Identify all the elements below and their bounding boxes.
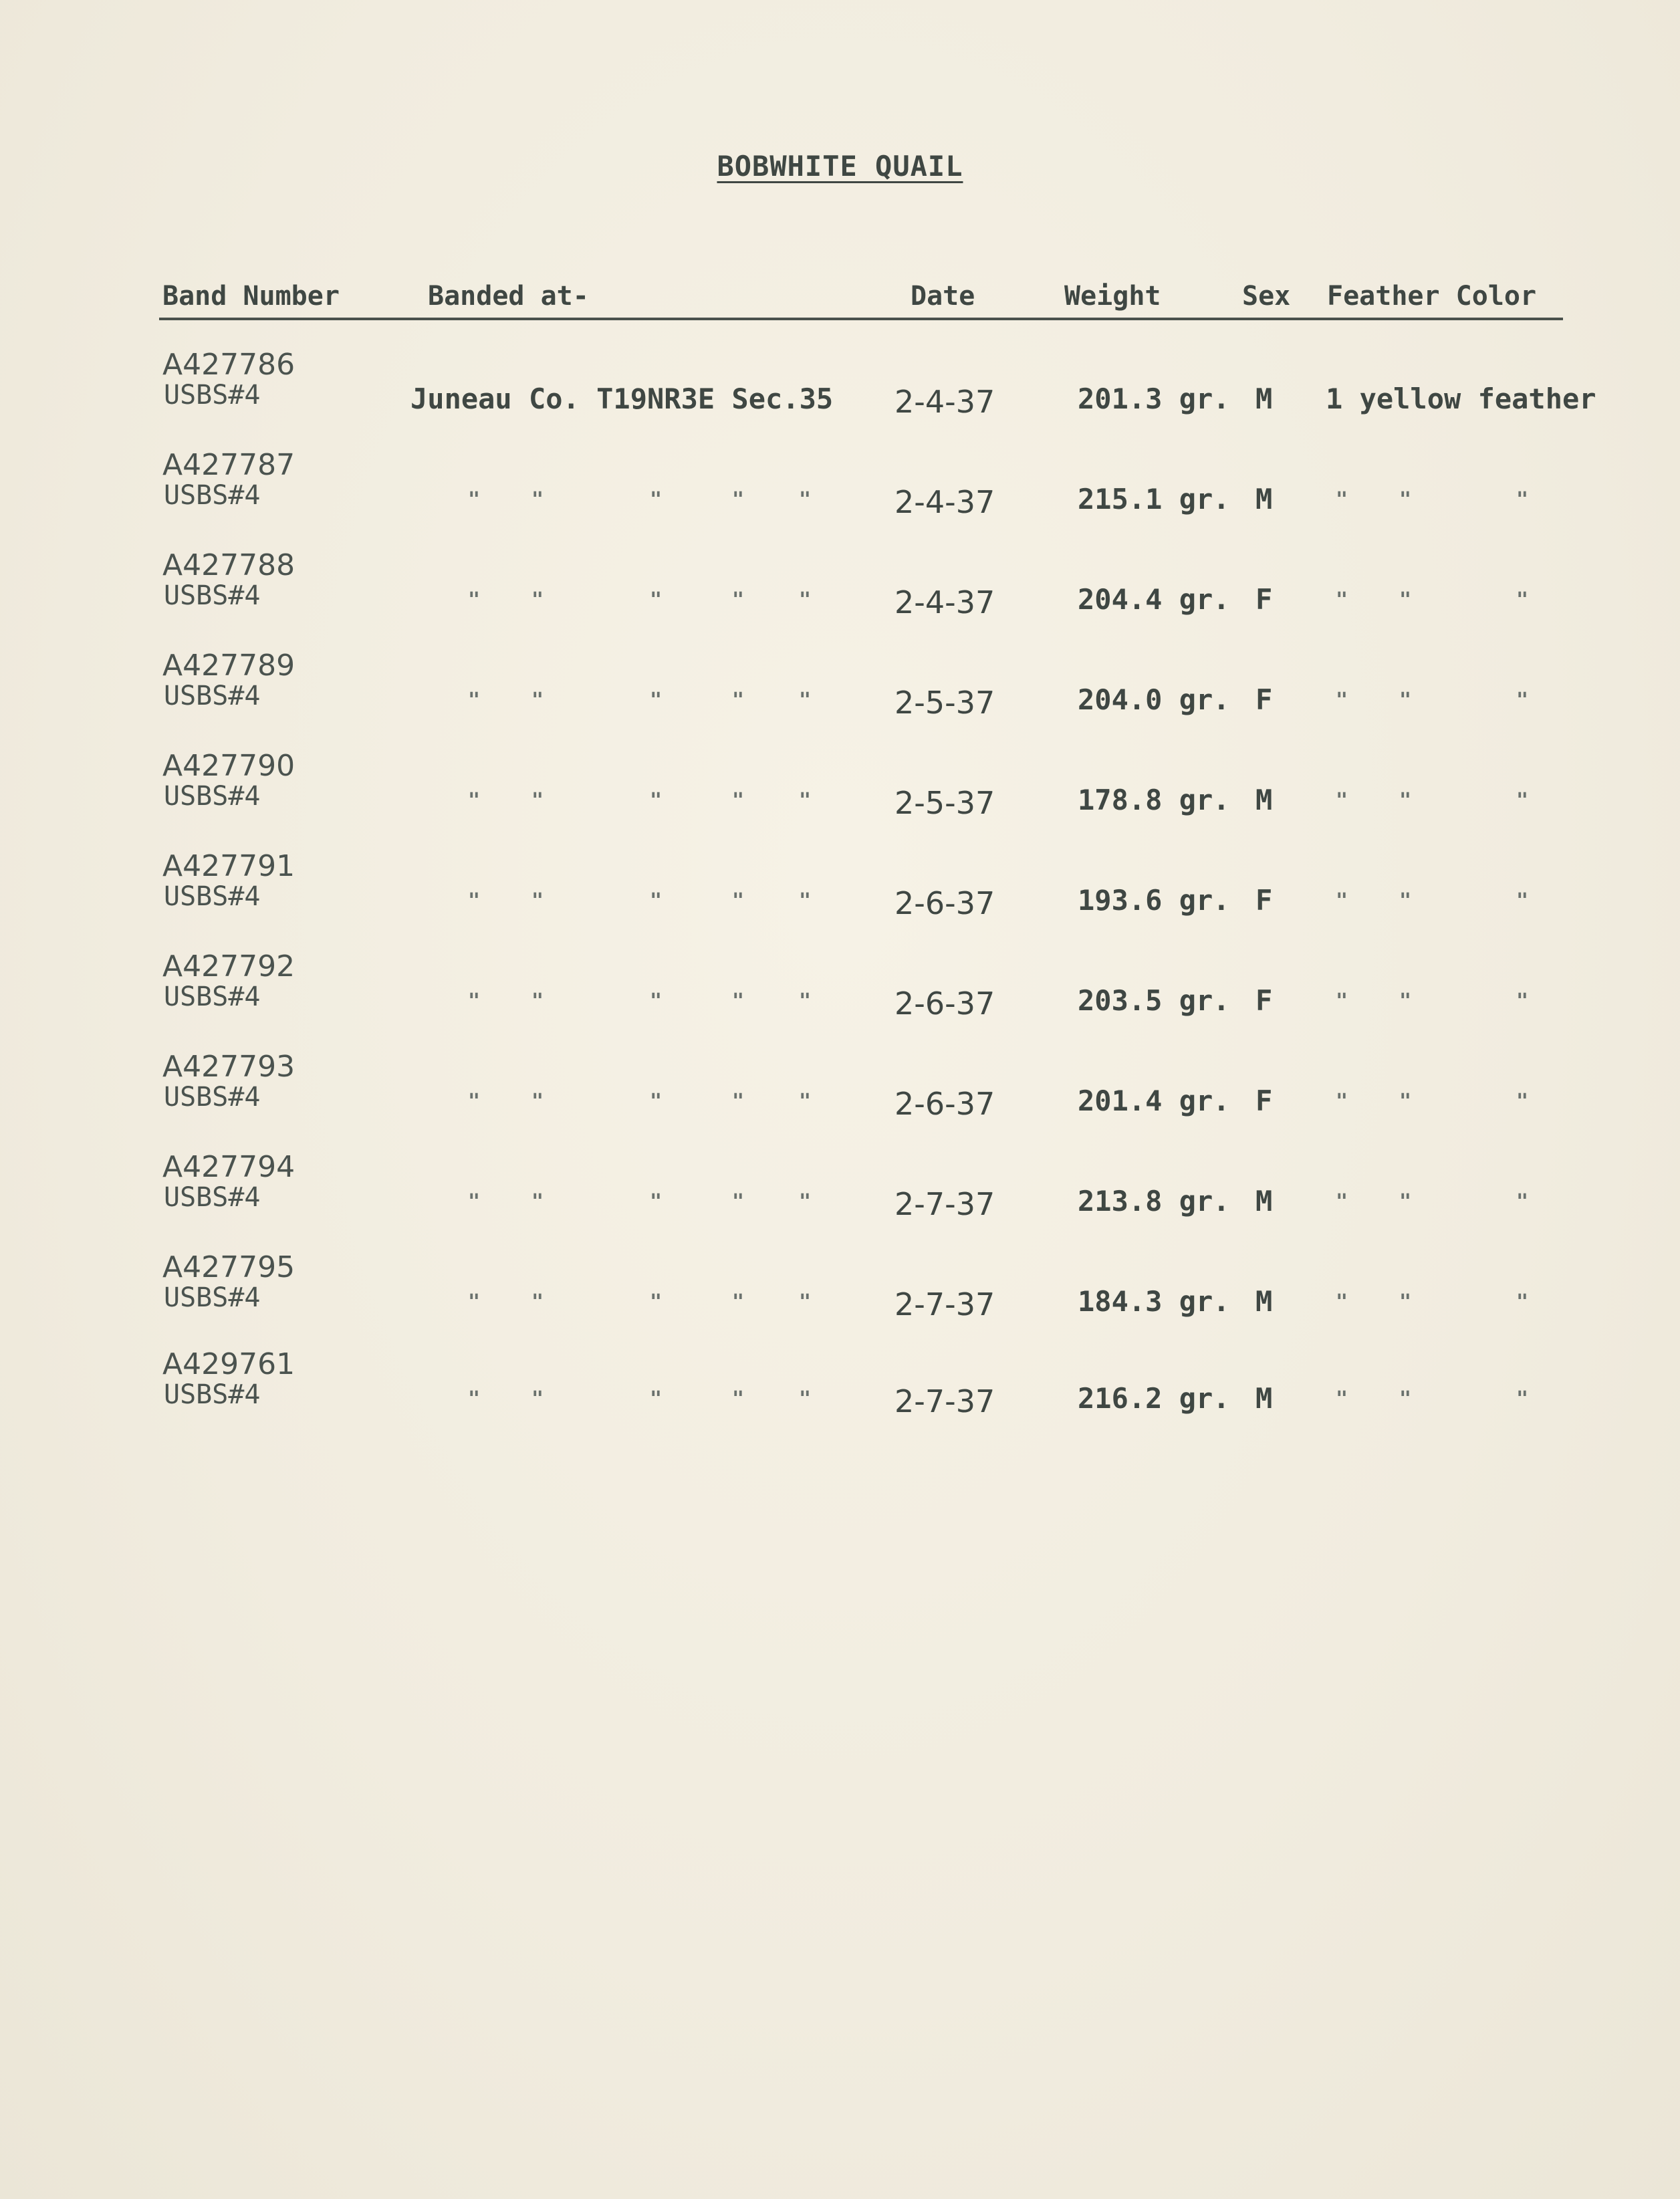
ditto-mark: " [799, 689, 812, 712]
ditto-mark: " [650, 488, 663, 511]
table-row [0, 849, 1680, 949]
bureau-code: USBS#4 [164, 1379, 261, 1410]
ditto-mark: " [732, 990, 745, 1013]
ditto-mark: " [531, 789, 544, 812]
header-banded-at: Banded at- [428, 281, 589, 312]
bureau-code: USBS#4 [164, 1082, 261, 1113]
ditto-mark: " [1336, 488, 1348, 511]
banding-date: 2-6-37 [894, 1086, 995, 1122]
bureau-code: USBS#4 [164, 881, 261, 912]
bird-weight: 215.1 gr. [1078, 483, 1230, 515]
bird-weight: 213.8 gr. [1078, 1185, 1230, 1218]
band-number: A427789 [162, 649, 295, 683]
band-number: A429761 [162, 1347, 295, 1381]
band-number: A427795 [162, 1250, 295, 1284]
table-row [0, 1347, 1680, 1448]
header-date: Date [911, 281, 975, 312]
header-feather-color: Feather Color [1327, 281, 1537, 312]
table-row [0, 1050, 1680, 1150]
header-underline [159, 318, 1563, 320]
ditto-mark: " [732, 488, 745, 511]
banding-date: 2-6-37 [894, 986, 995, 1022]
table-row [0, 448, 1680, 548]
banding-date: 2-6-37 [894, 885, 995, 921]
ditto-mark: " [1399, 889, 1412, 913]
ditto-mark: " [468, 1290, 481, 1314]
ditto-mark: " [531, 689, 544, 712]
ditto-mark: " [1516, 1387, 1529, 1411]
ditto-mark: " [1336, 1190, 1348, 1213]
bird-sex: M [1255, 1285, 1273, 1318]
ditto-mark: " [1516, 689, 1529, 712]
ditto-mark: " [1516, 1190, 1529, 1213]
bureau-code: USBS#4 [164, 681, 261, 711]
banding-date: 2-4-37 [894, 584, 995, 620]
ditto-mark: " [1516, 1290, 1529, 1314]
ditto-mark: " [799, 488, 812, 511]
bird-weight: 193.6 gr. [1078, 884, 1230, 917]
bird-sex: F [1255, 1084, 1273, 1117]
ditto-mark: " [1336, 889, 1348, 913]
table-row [0, 348, 1680, 448]
table-row [0, 1250, 1680, 1351]
ditto-mark: " [1336, 1387, 1348, 1411]
ditto-mark: " [531, 488, 544, 511]
ditto-mark: " [650, 588, 663, 612]
bird-sex: M [1255, 1382, 1273, 1415]
banding-date: 2-4-37 [894, 484, 995, 520]
ditto-mark: " [732, 1290, 745, 1314]
ditto-mark: " [1336, 1090, 1348, 1113]
table-row [0, 1150, 1680, 1250]
ditto-mark: " [1336, 689, 1348, 712]
ditto-mark: " [531, 889, 544, 913]
ditto-mark: " [1399, 1190, 1412, 1213]
bureau-code: USBS#4 [164, 480, 261, 511]
ditto-mark: " [799, 588, 812, 612]
ditto-mark: " [531, 990, 544, 1013]
ditto-mark: " [1336, 990, 1348, 1013]
bird-weight: 201.3 gr. [1078, 382, 1230, 415]
ditto-mark: " [1399, 1090, 1412, 1113]
band-number: A427794 [162, 1150, 295, 1184]
bird-weight: 216.2 gr. [1078, 1382, 1230, 1415]
ditto-mark: " [732, 1090, 745, 1113]
ditto-mark: " [732, 1190, 745, 1213]
bird-weight: 184.3 gr. [1078, 1285, 1230, 1318]
ditto-mark: " [650, 1387, 663, 1411]
banding-date: 2-5-37 [894, 685, 995, 721]
ditto-mark: " [732, 588, 745, 612]
ditto-mark: " [468, 588, 481, 612]
ditto-mark: " [799, 1190, 812, 1213]
bureau-code: USBS#4 [164, 981, 261, 1012]
ditto-mark: " [650, 990, 663, 1013]
ditto-mark: " [1336, 1290, 1348, 1314]
ditto-mark: " [531, 1090, 544, 1113]
ditto-mark: " [799, 1290, 812, 1314]
ditto-mark: " [468, 990, 481, 1013]
ditto-mark: " [650, 1190, 663, 1213]
bird-sex: F [1255, 884, 1273, 917]
header-band-number: Band Number [162, 281, 340, 312]
band-number: A427786 [162, 348, 295, 382]
ditto-mark: " [799, 1387, 812, 1411]
bird-sex: F [1255, 984, 1273, 1017]
banding-date: 2-7-37 [894, 1286, 995, 1322]
ditto-mark: " [1516, 588, 1529, 612]
band-number: A427793 [162, 1050, 295, 1084]
band-number: A427788 [162, 548, 295, 582]
bird-sex: M [1255, 1185, 1273, 1218]
ditto-mark: " [468, 488, 481, 511]
page-title [0, 150, 1680, 183]
ditto-mark: " [650, 889, 663, 913]
bird-weight: 178.8 gr. [1078, 784, 1230, 816]
ditto-mark: " [1399, 488, 1412, 511]
ditto-mark: " [650, 689, 663, 712]
banding-date: 2-7-37 [894, 1383, 995, 1419]
bird-weight: 201.4 gr. [1078, 1084, 1230, 1117]
ditto-mark: " [1336, 789, 1348, 812]
ditto-mark: " [732, 789, 745, 812]
ditto-mark: " [732, 889, 745, 913]
ditto-mark: " [1516, 789, 1529, 812]
ditto-mark: " [468, 1190, 481, 1213]
ditto-mark: " [468, 789, 481, 812]
banding-date: 2-7-37 [894, 1186, 995, 1222]
bureau-code: USBS#4 [164, 1182, 261, 1213]
ditto-mark: " [531, 1290, 544, 1314]
ditto-mark: " [1399, 1387, 1412, 1411]
bird-weight: 204.4 gr. [1078, 583, 1230, 616]
banding-date: 2-4-37 [894, 384, 995, 420]
ditto-mark: " [650, 1290, 663, 1314]
banding-date: 2-5-37 [894, 785, 995, 821]
bureau-code: USBS#4 [164, 1282, 261, 1313]
table-row [0, 949, 1680, 1050]
band-number: A427787 [162, 448, 295, 482]
bureau-code: USBS#4 [164, 781, 261, 812]
ditto-mark: " [1399, 789, 1412, 812]
band-number: A427791 [162, 849, 295, 883]
band-number: A427792 [162, 949, 295, 983]
bird-sex: M [1255, 382, 1273, 415]
ditto-mark: " [1516, 488, 1529, 511]
ditto-mark: " [799, 889, 812, 913]
ditto-mark: " [1399, 689, 1412, 712]
ditto-mark: " [468, 689, 481, 712]
header-weight: Weight [1064, 281, 1161, 312]
ditto-mark: " [531, 1190, 544, 1213]
bird-sex: M [1255, 483, 1273, 515]
bird-sex: F [1255, 683, 1273, 716]
ditto-mark: " [799, 990, 812, 1013]
ditto-mark: " [531, 1387, 544, 1411]
ditto-mark: " [468, 1090, 481, 1113]
ditto-mark: " [732, 1387, 745, 1411]
ditto-mark: " [1516, 1090, 1529, 1113]
ditto-mark: " [468, 889, 481, 913]
bureau-code: USBS#4 [164, 380, 261, 411]
ditto-mark: " [650, 789, 663, 812]
ditto-mark: " [732, 689, 745, 712]
bird-sex: F [1255, 583, 1273, 616]
ditto-mark: " [1399, 1290, 1412, 1314]
table-row [0, 548, 1680, 649]
bureau-code: USBS#4 [164, 580, 261, 611]
ditto-mark: " [650, 1090, 663, 1113]
ditto-mark: " [468, 1387, 481, 1411]
ditto-mark: " [1516, 889, 1529, 913]
table-row [0, 749, 1680, 849]
band-number: A427790 [162, 749, 295, 783]
ditto-mark: " [1516, 990, 1529, 1013]
ditto-mark: " [799, 789, 812, 812]
ditto-mark: " [799, 1090, 812, 1113]
ditto-mark: " [1399, 990, 1412, 1013]
ditto-mark: " [1336, 588, 1348, 612]
banding-location: Juneau Co. T19NR3E Sec.35 [410, 382, 834, 415]
ditto-mark: " [1399, 588, 1412, 612]
bird-sex: M [1255, 784, 1273, 816]
title-text: BOBWHITE QUAIL [717, 150, 963, 183]
bird-weight: 204.0 gr. [1078, 683, 1230, 716]
ditto-mark: " [531, 588, 544, 612]
feather-color: 1 yellow feather [1326, 382, 1596, 415]
header-sex: Sex [1242, 281, 1291, 312]
table-row [0, 649, 1680, 749]
bird-weight: 203.5 gr. [1078, 984, 1230, 1017]
